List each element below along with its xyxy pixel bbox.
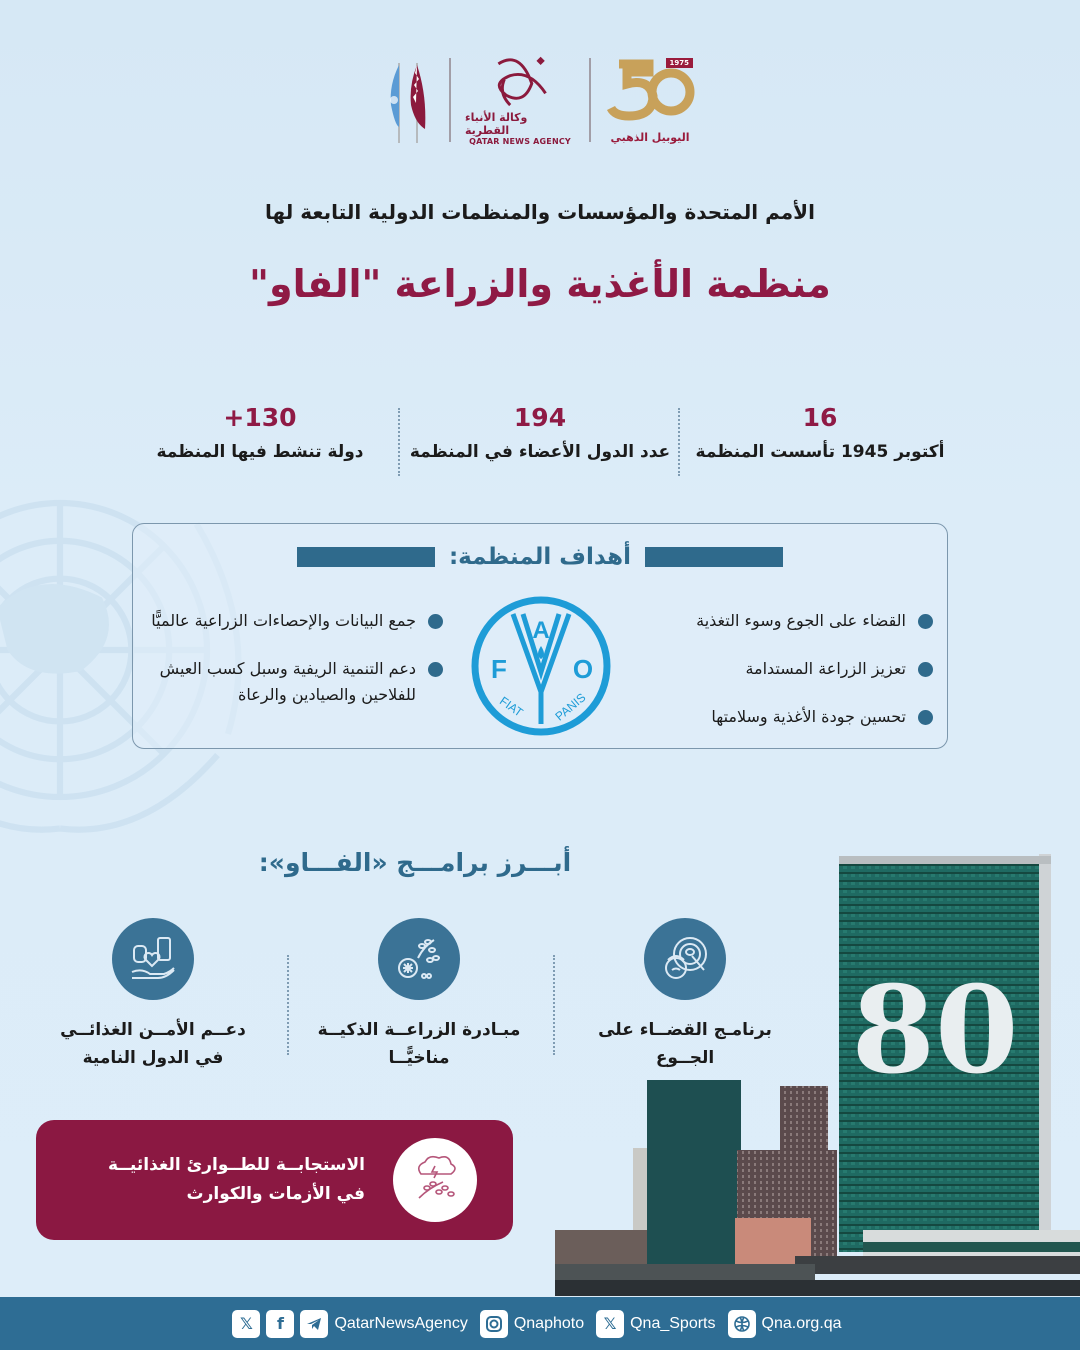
page-title: منظمة الأغذية والزراعة "الفاو" xyxy=(249,262,831,306)
website-link[interactable]: Qna.org.qa xyxy=(761,1314,842,1332)
bullet-icon xyxy=(918,614,933,629)
stat-founded xyxy=(680,400,960,480)
goal-item xyxy=(643,704,933,730)
svg-text:FIAT: FIAT xyxy=(496,693,526,720)
goals-panel xyxy=(132,523,948,749)
goal-text: جمع البيانات والإحصاءات الزراعية عالميًّا xyxy=(151,611,416,630)
svg-text:PANIS: PANIS xyxy=(552,690,589,724)
social-handle-qatarnewsagency[interactable]: QatarNewsAgency xyxy=(334,1314,468,1332)
program-label: مناخيًّــا xyxy=(388,1048,450,1068)
food-security-hand-icon xyxy=(112,918,194,1000)
goal-text: تحسين جودة الأغذية وسلامتها xyxy=(711,707,906,726)
qna-logo xyxy=(465,54,575,146)
flags-icon xyxy=(385,55,435,145)
x-icon[interactable]: 𝕏 xyxy=(596,1310,624,1338)
program-climate-smart-agriculture xyxy=(304,918,534,1072)
heading-bar xyxy=(297,547,435,567)
program-label: الجــوع xyxy=(655,1048,715,1068)
stat-label: عدد الدول الأعضاء في المنظمة xyxy=(409,442,671,462)
divider xyxy=(287,955,289,1055)
bullet-icon xyxy=(428,662,443,677)
divider xyxy=(449,58,451,142)
instagram-icon[interactable] xyxy=(480,1310,508,1338)
program-label: في الدول النامية xyxy=(82,1048,224,1068)
goal-item xyxy=(143,656,443,708)
stat-number: 194 xyxy=(513,403,567,432)
un80-banner-text: 80 xyxy=(851,960,1019,1101)
svg-text:O: O xyxy=(572,654,594,684)
x-icon[interactable]: 𝕏 xyxy=(232,1310,260,1338)
qna-arabic-name: وكالة الأنباء القطرية xyxy=(465,110,528,137)
program-label: دعــم الأمــن الغذائــي xyxy=(60,1020,246,1040)
footer-social-bar xyxy=(0,1297,1080,1350)
goals-left-column xyxy=(143,608,443,730)
goal-item xyxy=(643,608,933,634)
telegram-icon[interactable] xyxy=(300,1310,328,1338)
jubilee-label: اليوبيل الذهبي xyxy=(610,130,690,144)
stat-active-countries xyxy=(120,400,400,480)
goal-item xyxy=(643,656,933,682)
qna-english-name: QATAR NEWS AGENCY xyxy=(469,136,571,146)
emergency-label: الاستجابــة للطــوارئ الغذائيــة xyxy=(108,1155,365,1175)
emergency-label: في الأزمات والكوارث xyxy=(186,1184,365,1204)
qna-emblem-icon xyxy=(480,54,560,109)
goals-heading-text: أهداف المنظمة: xyxy=(448,544,632,570)
social-handle-qnaphoto[interactable]: Qnaphoto xyxy=(513,1314,585,1332)
heading-bar xyxy=(645,547,783,567)
goal-text: القضاء على الجوع وسوء التغذية xyxy=(696,611,906,630)
stat-members xyxy=(400,400,680,480)
bullet-icon xyxy=(918,710,933,725)
svg-text:A: A xyxy=(532,617,550,644)
emergency-response-card xyxy=(36,1120,513,1240)
facebook-icon[interactable]: f xyxy=(266,1310,294,1338)
bullet-icon xyxy=(918,662,933,677)
subtitle: الأمم المتحدة والمؤسسات والمنظمات الدولية التابعة لها xyxy=(265,200,815,224)
smart-agriculture-icon xyxy=(378,918,460,1000)
goal-text: دعم التنمية الريفية وسبل كسب العيش للفلاحين والصيادين والرعاة xyxy=(159,659,416,704)
stat-label: دولة تنشط فيها المنظمة xyxy=(156,442,364,462)
stat-label: أكتوبر 1945 تأسست المنظمة xyxy=(695,442,945,462)
stat-number: 16 xyxy=(802,403,838,432)
program-food-security xyxy=(38,918,268,1072)
fao-logo-icon xyxy=(469,592,613,740)
social-handle-qna-sports[interactable]: Qna_Sports xyxy=(630,1314,716,1332)
goal-text: تعزيز الزراعة المستدامة xyxy=(745,659,906,678)
golden-jubilee-logo xyxy=(605,54,695,146)
stats-row xyxy=(120,400,960,480)
program-label: برنامـج القضــاء على xyxy=(598,1020,772,1040)
globe-icon[interactable] xyxy=(728,1310,756,1338)
program-label: مبـادرة الزراعــة الذكيــة xyxy=(317,1020,521,1040)
svg-text:F: F xyxy=(491,654,507,684)
jubilee-year-badge: 1975 xyxy=(666,58,693,68)
un-headquarters-skyline-image xyxy=(555,850,1080,1296)
divider xyxy=(589,58,591,142)
goal-item xyxy=(143,608,443,634)
programs-heading: أبـــرز برامـــج «الفـــاو»: xyxy=(258,848,572,877)
goals-heading xyxy=(133,544,947,570)
storm-crops-icon xyxy=(393,1138,477,1222)
bullet-icon xyxy=(428,614,443,629)
goals-right-column xyxy=(643,608,933,752)
stat-number: 130+ xyxy=(223,403,297,432)
header-logos xyxy=(0,52,1080,147)
